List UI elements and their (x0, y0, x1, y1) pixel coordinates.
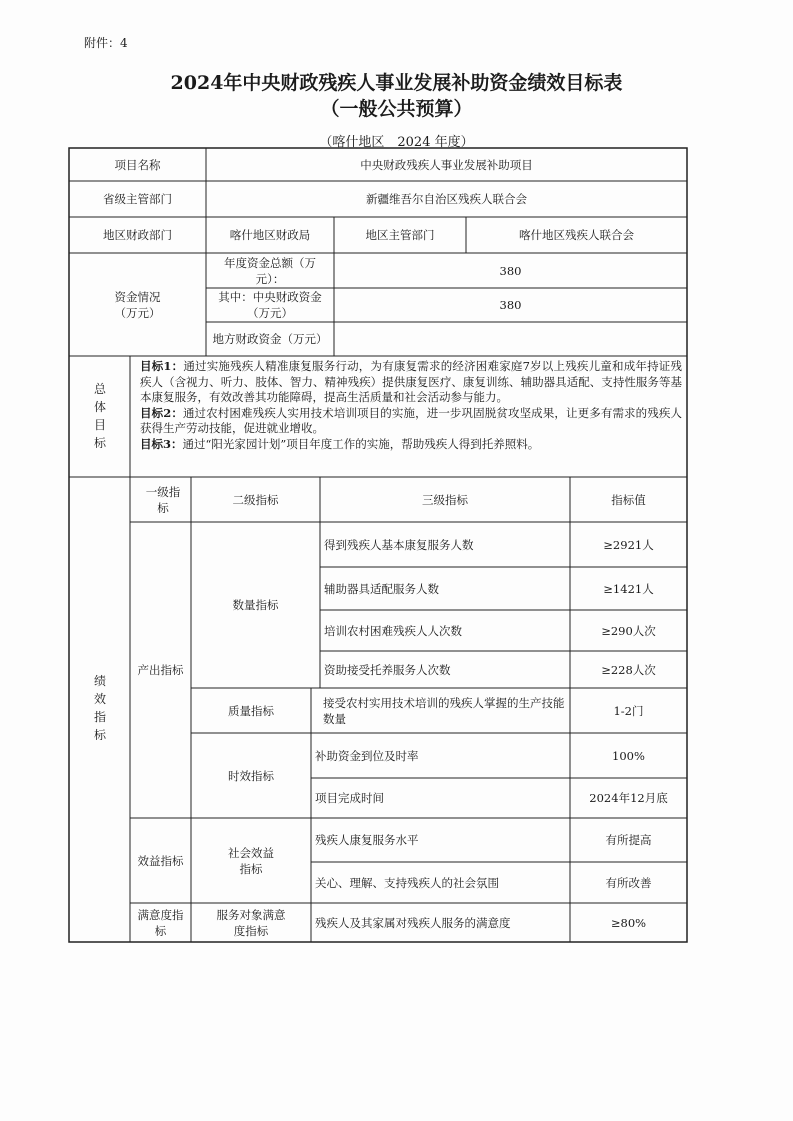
indicator-row-value: 1-2门 (613, 703, 644, 718)
local-funds-label: 地方财政资金（万元） (212, 332, 328, 346)
indicator-row-name: 资助接受托养服务人次数 (324, 662, 451, 677)
header-value: 指标值 (611, 492, 646, 507)
indicator-row-value: ≥228人次 (601, 662, 656, 677)
indicator-row-value: ≥290人次 (601, 623, 656, 638)
region-dept-label: 地区主管部门 (365, 228, 435, 242)
document-title-sub: （一般公共预算） (320, 98, 473, 120)
indicator-row-value: ≥2921人 (603, 537, 654, 552)
project-name-value: 中央财政残疾人事业发展补助项目 (360, 157, 533, 172)
header-level3: 三级指标 (422, 492, 468, 507)
indicator-row-name: 残疾人及其家属对残疾人服务的满意度 (315, 915, 511, 930)
indicator-row-name: 得到残疾人基本康复服务人数 (324, 537, 474, 552)
service-satisfaction-label: 服务对象满意度指标 (216, 907, 286, 938)
indicator-row-name: 接受农村实用技术培训的残疾人掌握的生产技能数量 (323, 695, 565, 726)
indicator-row-name: 补助资金到位及时率 (315, 748, 419, 763)
funds-label: 资金情况（万元） (114, 289, 161, 320)
social-benefit-label: 社会效益指标 (228, 845, 274, 876)
indicator-row-name: 关心、理解、支持残疾人的社会氛围 (315, 875, 499, 890)
header-level1: 一级指标 (145, 484, 181, 515)
region-dept-value: 喀什地区残疾人联合会 (519, 228, 634, 242)
provincial-dept-label: 省级主管部门 (103, 192, 172, 206)
indicator-row-name: 培训农村困难残疾人人次数 (324, 623, 462, 638)
performance-indicators-label: 绩效指标 (93, 674, 106, 742)
timeliness-indicator-label: 时效指标 (228, 768, 274, 783)
project-name-label: 项目名称 (114, 157, 161, 172)
header-level2: 二级指标 (232, 492, 279, 507)
annual-total-label: 年度资金总额（万元）： (224, 255, 316, 286)
region-year: （喀什地区 2024 年度） (319, 135, 474, 150)
indicator-row-value: 100% (612, 748, 645, 763)
overall-goals-label: 总体目标 (93, 382, 106, 450)
document-title: 2024年中央财政残疾人事业发展补助资金绩效目标表 (170, 72, 623, 94)
output-indicator-label: 产出指标 (137, 663, 184, 677)
quantity-indicator-label: 数量指标 (232, 598, 279, 612)
indicator-row-value: 有所提高 (605, 833, 652, 847)
indicator-row-name: 项目完成时间 (315, 791, 384, 805)
central-funds-label: 其中：中央财政资金（万元） (218, 290, 322, 320)
local-funds-value (334, 322, 687, 356)
indicator-row-value: ≥1421人 (603, 581, 654, 596)
central-funds-value: 380 (499, 298, 522, 312)
indicator-row-name: 残疾人康复服务水平 (315, 833, 419, 847)
indicator-row-value: 2024年12月底 (589, 791, 668, 805)
indicator-row-value: ≥80% (610, 915, 647, 930)
provincial-dept-value: 新疆维吾尔自治区残疾人联合会 (366, 192, 527, 206)
region-finance-label: 地区财政部门 (103, 228, 172, 242)
overall-goals-text (140, 359, 682, 453)
goal2: 目标2：通过农村困难残疾人实用技术培训项目的实施，进一步巩固脱贫攻坚成果，让更多有需求的残疾人获得生产劳动技能，促进就业增收。 (140, 405, 682, 436)
annual-total-value: 380 (499, 263, 522, 278)
indicator-row-value: 有所改善 (605, 875, 652, 890)
goal1: 目标1：通过实施残疾人精准康复服务行动，为有康复需求的经济困难家庭7岁以上残疾儿童和成年持证残疾人（含视力、听力、肢体、智力、精神残疾）提供康复医疗、康复训练、辅助器具适配、支持性服务等基本康复服务，有效改善其功能障碍，提高生活质量和社会活动参与能力。 (140, 359, 682, 405)
region-finance-value: 喀什地区财政局 (229, 228, 311, 242)
goal3: 目标3：通过“阳光家园计划”项目年度工作的实施，帮助残疾人得到托养照料。 (140, 436, 540, 451)
benefit-indicator-label: 效益指标 (137, 853, 184, 868)
indicator-row-name: 辅助器具适配服务人数 (324, 581, 439, 596)
attachment-label: 附件：4 (84, 36, 128, 50)
satisfaction-indicator-label: 满意度指标 (137, 907, 184, 938)
quality-indicator-label: 质量指标 (228, 703, 274, 718)
